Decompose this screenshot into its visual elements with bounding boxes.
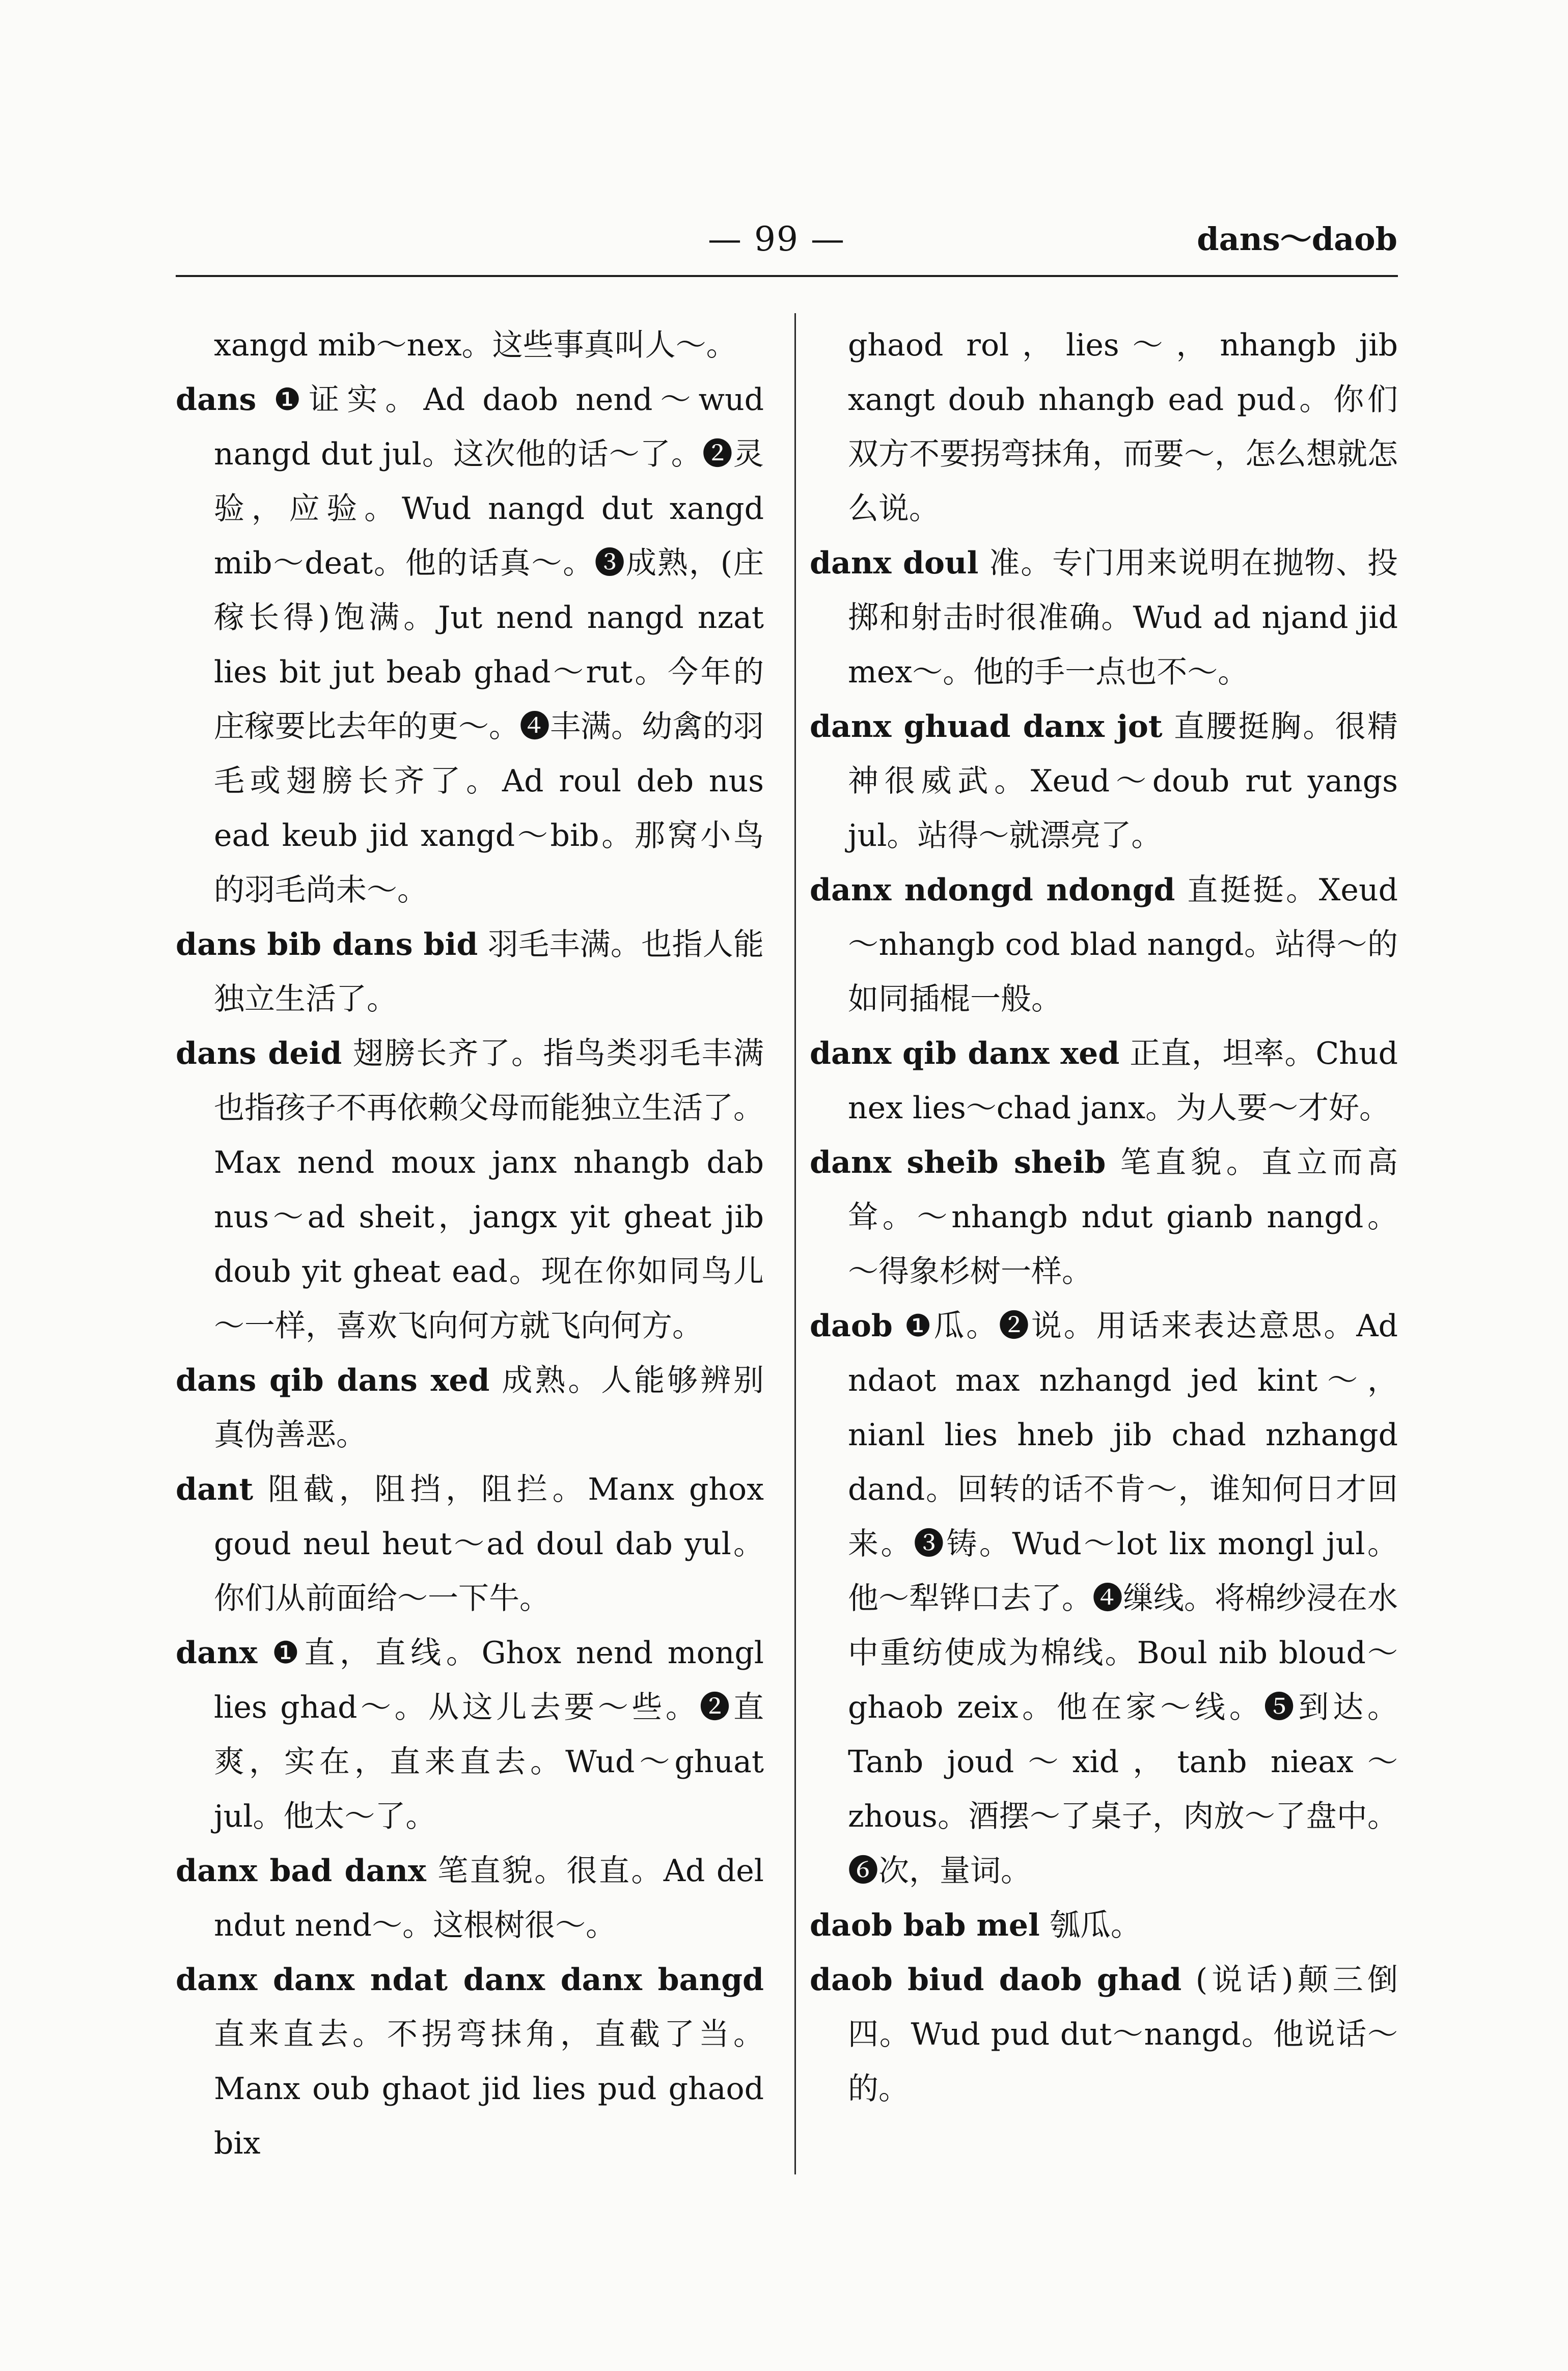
entry-definition: 笔直貌。直立而高耸。～nhangb ndut gianb nangd。～得象杉树一样。	[848, 1145, 1398, 1289]
left-column	[176, 318, 764, 2171]
entry-headword: danx ndongd ndongd	[810, 872, 1175, 908]
entry-headword: daob bab mel	[810, 1908, 1040, 1943]
entry-headword: dans qib dans xed	[176, 1363, 490, 1398]
entry-headword: dans deid	[176, 1036, 342, 1071]
entry-definition: ❶直，直线。Ghox nend mongl lies ghad～。从这儿去要～些。❷直爽，实在，直来直去。Wud～ghuat jul。他太～了。	[214, 1635, 764, 1834]
entry-definition: 正直，坦率。Chud nex lies～chad janx。为人要～才好。	[848, 1036, 1398, 1126]
entry-headword: danx sheib sheib	[810, 1145, 1106, 1180]
entry-headword: danx ghuad danx jot	[810, 709, 1163, 745]
entry-definition: 阻截，阻挡，阻拦。Manx ghox goud neul heut～ad doul dab yul。你们从前面给～一下牛。	[214, 1472, 764, 1616]
dictionary-entry	[176, 1354, 764, 1463]
entry-definition: 准。专门用来说明在抛物、投掷和射击时很准确。Wud ad njand jid mex～。他的手一点也不～。	[848, 545, 1398, 690]
running-head: dans～daob	[1197, 220, 1397, 258]
entry-headword: dans bib dans bid	[176, 927, 478, 962]
dictionary-entry	[176, 1953, 764, 2171]
dictionary-entry	[810, 1027, 1398, 1136]
entry-definition: ghaod rol，lies～，nhangb jib xangt doub nhangb ead pud。你们双方不要拐弯抹角，而要～，怎么想就怎么说。	[848, 327, 1398, 527]
entry-definition: 笔直貌。很直。Ad del ndut nend～。这根树很～。	[214, 1853, 764, 1943]
dictionary-entry	[176, 1027, 764, 1354]
dictionary-entry	[176, 1463, 764, 1626]
header-rule	[176, 275, 1398, 277]
entry-headword: dant	[176, 1472, 254, 1507]
page-number: — 99 —	[708, 219, 845, 259]
dictionary-entry	[176, 318, 764, 373]
entry-definition: ❶瓜。❷说。用话来表达意思。Ad ndaot max nzhangd jed kint～，nianl lies hneb jib chad nzhangd dand。回转的话不肯～，谁知何日才回来。❸铸。Wud～lot lix mongl jul。他～犁铧口去了。❹缫线。将棉纱浸在水中重纺使成为棉线。Boul nib bloud～ghaob zeix。他在家～线。❺到达。Tanb joud～xid，tanb nieax～zhous。酒摆～了桌子，肉放～了盘中。❻次，量词。	[848, 1308, 1398, 1889]
entry-definition: 羽毛丰满。也指人能独立生活了。	[214, 927, 764, 1017]
dictionary-entry	[810, 700, 1398, 863]
dictionary-entry	[810, 318, 1398, 536]
entry-definition: 瓠瓜。	[1049, 1908, 1141, 1943]
entry-definition: 直腰挺胸。很精神很威武。Xeud～doub rut yangs jul。站得～就漂亮了。	[848, 709, 1398, 853]
dictionary-entry	[810, 1898, 1398, 1953]
entry-definition: (说话)颠三倒四。Wud pud dut～nangd。他说话～的。	[848, 1962, 1398, 2107]
entry-headword: daob biud daob ghad	[810, 1962, 1182, 1998]
entry-headword: danx	[176, 1635, 258, 1671]
entry-headword: dans	[176, 382, 257, 418]
entry-headword: danx danx ndat danx danx bangd	[176, 1962, 764, 1998]
dictionary-entry	[176, 918, 764, 1027]
dictionary-entry	[176, 1844, 764, 1953]
dictionary-entry	[176, 1626, 764, 1844]
entry-definition: 翅膀长齐了。指鸟类羽毛丰满也指孩子不再依赖父母而能独立生活了。Max nend moux janx nhangb dab nus～ad sheit，jangx yit gheat jib doub yit gheat ead。现在你如同鸟儿～一样，喜欢飞向何方就飞向何方。	[214, 1036, 764, 1344]
entry-definition: ❶证实。Ad daob nend～wud nangd dut jul。这次他的话～了。❷灵验，应验。Wud nangd dut xangd mib～deat。他的话真～。❸成熟，(庄稼长得)饱满。Jut nend nangd nzat lies bit jut beab ghad～rut。今年的庄稼要比去年的更～。❹丰满。幼禽的羽毛或翅膀长齐了。Ad roul deb nus ead keub jid xangd～bib。那窝小鸟的羽毛尚未～。	[214, 382, 764, 908]
dictionary-entry	[176, 373, 764, 918]
entry-headword: danx doul	[810, 545, 979, 581]
entry-definition: 直挺挺。Xeud～nhangb cod blad nangd。站得～的如同插棍一般。	[848, 872, 1398, 1017]
column-divider	[794, 313, 796, 2174]
entry-headword: danx bad danx	[176, 1853, 426, 1889]
dictionary-entry	[810, 536, 1398, 700]
entry-headword: daob	[810, 1308, 893, 1344]
entry-definition: 成熟。人能够辨别真伪善恶。	[214, 1363, 764, 1453]
dictionary-entry	[810, 1953, 1398, 2116]
dictionary-entry	[810, 863, 1398, 1027]
entry-headword: danx qib danx xed	[810, 1036, 1120, 1071]
dictionary-entry	[810, 1299, 1398, 1898]
dictionary-entry	[810, 1136, 1398, 1299]
right-column	[810, 318, 1398, 2116]
entry-definition: xangd mib～nex。这些事真叫人～。	[214, 327, 737, 363]
entry-definition: 直来直去。不拐弯抹角，直截了当。Manx oub ghaot jid lies pud ghaod bix	[214, 2017, 764, 2161]
